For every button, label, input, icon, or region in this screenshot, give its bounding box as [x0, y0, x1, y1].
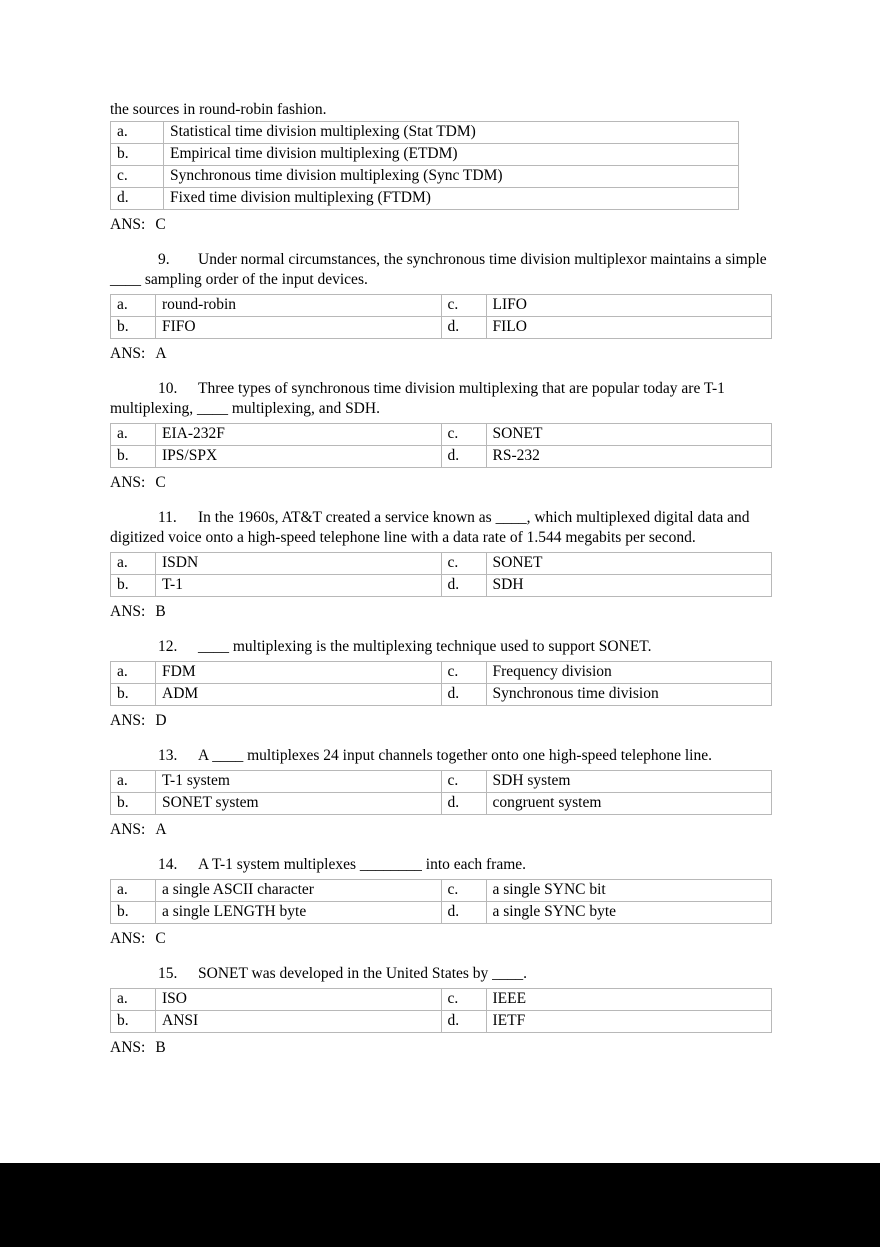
option-letter: c. [441, 880, 486, 902]
answer-line [110, 473, 772, 492]
table-row [111, 144, 739, 166]
option-text: SDH system [486, 771, 772, 793]
table-row [111, 793, 772, 815]
question-text [110, 637, 772, 657]
question-number: 10. [158, 380, 178, 397]
option-text: T-1 system [156, 771, 442, 793]
answer-label: ANS: [110, 821, 146, 838]
option-text: SDH [486, 575, 772, 597]
option-text: Synchronous time division [486, 684, 772, 706]
table-row [111, 446, 772, 468]
table-row [111, 1011, 772, 1033]
answer-line [110, 344, 772, 363]
options-table [110, 879, 772, 924]
question-number: 12. [158, 638, 178, 655]
option-text: FIFO [156, 317, 442, 339]
question-body: A T-1 system multiplexes ________ into each frame. [198, 856, 527, 873]
table-row [111, 684, 772, 706]
question-body: ____ multiplexing is the multiplexing technique used to support SONET. [198, 638, 652, 655]
option-text: a single SYNC bit [486, 880, 772, 902]
table-row [111, 902, 772, 924]
option-text: T-1 [156, 575, 442, 597]
option-text: RS-232 [486, 446, 772, 468]
answer-label: ANS: [110, 1039, 146, 1056]
option-text: IPS/SPX [156, 446, 442, 468]
answer-value: B [155, 603, 166, 620]
option-text: FDM [156, 662, 442, 684]
table-row [111, 424, 772, 446]
option-letter: b. [111, 1011, 156, 1033]
option-text: ISDN [156, 553, 442, 575]
option-letter: b. [111, 902, 156, 924]
option-letter: a. [111, 295, 156, 317]
question-body: Under normal circumstances, the synchronous time division multiplexor maintains a simple ____ sampling order of the input devices. [110, 251, 767, 288]
table-row [111, 166, 739, 188]
option-letter: d. [441, 317, 486, 339]
option-letter: b. [111, 446, 156, 468]
option-text: SONET system [156, 793, 442, 815]
options-table [110, 661, 772, 706]
option-text: Empirical time division multiplexing (ETDM) [164, 144, 739, 166]
answer-line [110, 820, 772, 839]
table-row [111, 575, 772, 597]
options-table [110, 423, 772, 468]
table-row [111, 989, 772, 1011]
answer-label: ANS: [110, 930, 146, 947]
option-letter: b. [111, 684, 156, 706]
table-row [111, 771, 772, 793]
question-block [110, 964, 772, 1057]
option-letter: a. [111, 122, 164, 144]
question-number: 15. [158, 965, 178, 982]
answer-label: ANS: [110, 345, 146, 362]
option-letter: c. [441, 662, 486, 684]
question-text [110, 508, 772, 548]
question-number: 11. [158, 509, 177, 526]
question-block [110, 746, 772, 839]
table-row [111, 662, 772, 684]
question-block [110, 637, 772, 730]
option-text: Frequency division [486, 662, 772, 684]
option-letter: d. [441, 793, 486, 815]
page-footer-bar [0, 1163, 880, 1247]
option-letter: b. [111, 575, 156, 597]
answer-label: ANS: [110, 603, 146, 620]
answer-line [110, 929, 772, 948]
option-letter: a. [111, 662, 156, 684]
option-text: LIFO [486, 295, 772, 317]
answer-label: ANS: [110, 712, 146, 729]
question-text [110, 250, 772, 290]
question-number: 9. [158, 251, 170, 268]
option-text: congruent system [486, 793, 772, 815]
question-body: A ____ multiplexes 24 input channels together onto one high-speed telephone line. [198, 747, 712, 764]
option-letter: c. [441, 989, 486, 1011]
option-text: IETF [486, 1011, 772, 1033]
option-letter: b. [111, 793, 156, 815]
option-letter: d. [441, 575, 486, 597]
option-text: SONET [486, 553, 772, 575]
question-block [110, 855, 772, 948]
table-row [111, 188, 739, 210]
options-table [110, 552, 772, 597]
option-text: a single ASCII character [156, 880, 442, 902]
option-text: FILO [486, 317, 772, 339]
option-letter: c. [111, 166, 164, 188]
option-letter: a. [111, 880, 156, 902]
table-row [111, 880, 772, 902]
option-letter: d. [441, 1011, 486, 1033]
option-letter: a. [111, 771, 156, 793]
question-body: SONET was developed in the United States by ____. [198, 965, 528, 982]
option-letter: d. [441, 902, 486, 924]
options-table [110, 770, 772, 815]
option-letter: d. [441, 446, 486, 468]
answer-line [110, 1038, 772, 1057]
option-letter: c. [441, 771, 486, 793]
table-row [111, 295, 772, 317]
answer-value: A [155, 345, 167, 362]
option-text: IEEE [486, 989, 772, 1011]
question-body: In the 1960s, AT&T created a service known as ____, which multiplexed digital data and digitized voice onto a high-speed telephone line with a data rate of 1.544 megabits per second. [110, 509, 750, 546]
option-letter: d. [111, 188, 164, 210]
option-text: EIA-232F [156, 424, 442, 446]
option-text: Synchronous time division multiplexing (Sync TDM) [164, 166, 739, 188]
option-letter: b. [111, 317, 156, 339]
table-row [111, 317, 772, 339]
answer-value: C [155, 930, 166, 947]
option-text: ISO [156, 989, 442, 1011]
option-letter: a. [111, 424, 156, 446]
option-letter: a. [111, 553, 156, 575]
option-text: ANSI [156, 1011, 442, 1033]
question-block [110, 379, 772, 492]
question-text [110, 855, 772, 875]
question-text [110, 379, 772, 419]
question-number: 13. [158, 747, 178, 764]
option-text: Statistical time division multiplexing (Stat TDM) [164, 122, 739, 144]
option-letter: c. [441, 424, 486, 446]
answer-value: C [155, 474, 166, 491]
answer-value: B [155, 1039, 166, 1056]
option-letter: c. [441, 295, 486, 317]
options-table-8 [110, 121, 739, 210]
option-text: ADM [156, 684, 442, 706]
option-letter: b. [111, 144, 164, 166]
question-block [110, 508, 772, 621]
question-block [110, 250, 772, 363]
answer-label: ANS: [110, 474, 146, 491]
question-text [110, 964, 772, 984]
answer-line [110, 602, 772, 621]
option-text: a single LENGTH byte [156, 902, 442, 924]
option-letter: a. [111, 989, 156, 1011]
answer-label: ANS: [110, 216, 146, 233]
question-text [110, 746, 772, 766]
option-text: Fixed time division multiplexing (FTDM) [164, 188, 739, 210]
continuation-text: the sources in round-robin fashion. [110, 101, 327, 118]
answer-value: A [155, 821, 167, 838]
answer-value: D [155, 712, 167, 729]
answer-line [110, 711, 772, 730]
table-row [111, 122, 739, 144]
option-letter: d. [441, 684, 486, 706]
options-table [110, 988, 772, 1033]
options-table [110, 294, 772, 339]
question-number: 14. [158, 856, 178, 873]
question-body: Three types of synchronous time division multiplexing that are popular today are T-1 multiplexing, ____ multiplexing, and SDH. [110, 380, 725, 417]
option-text: SONET [486, 424, 772, 446]
document-content [110, 100, 772, 1057]
option-letter: c. [441, 553, 486, 575]
table-row [111, 553, 772, 575]
answer-value: C [155, 216, 166, 233]
option-text: a single SYNC byte [486, 902, 772, 924]
answer-line [110, 215, 772, 234]
option-text: round-robin [156, 295, 442, 317]
